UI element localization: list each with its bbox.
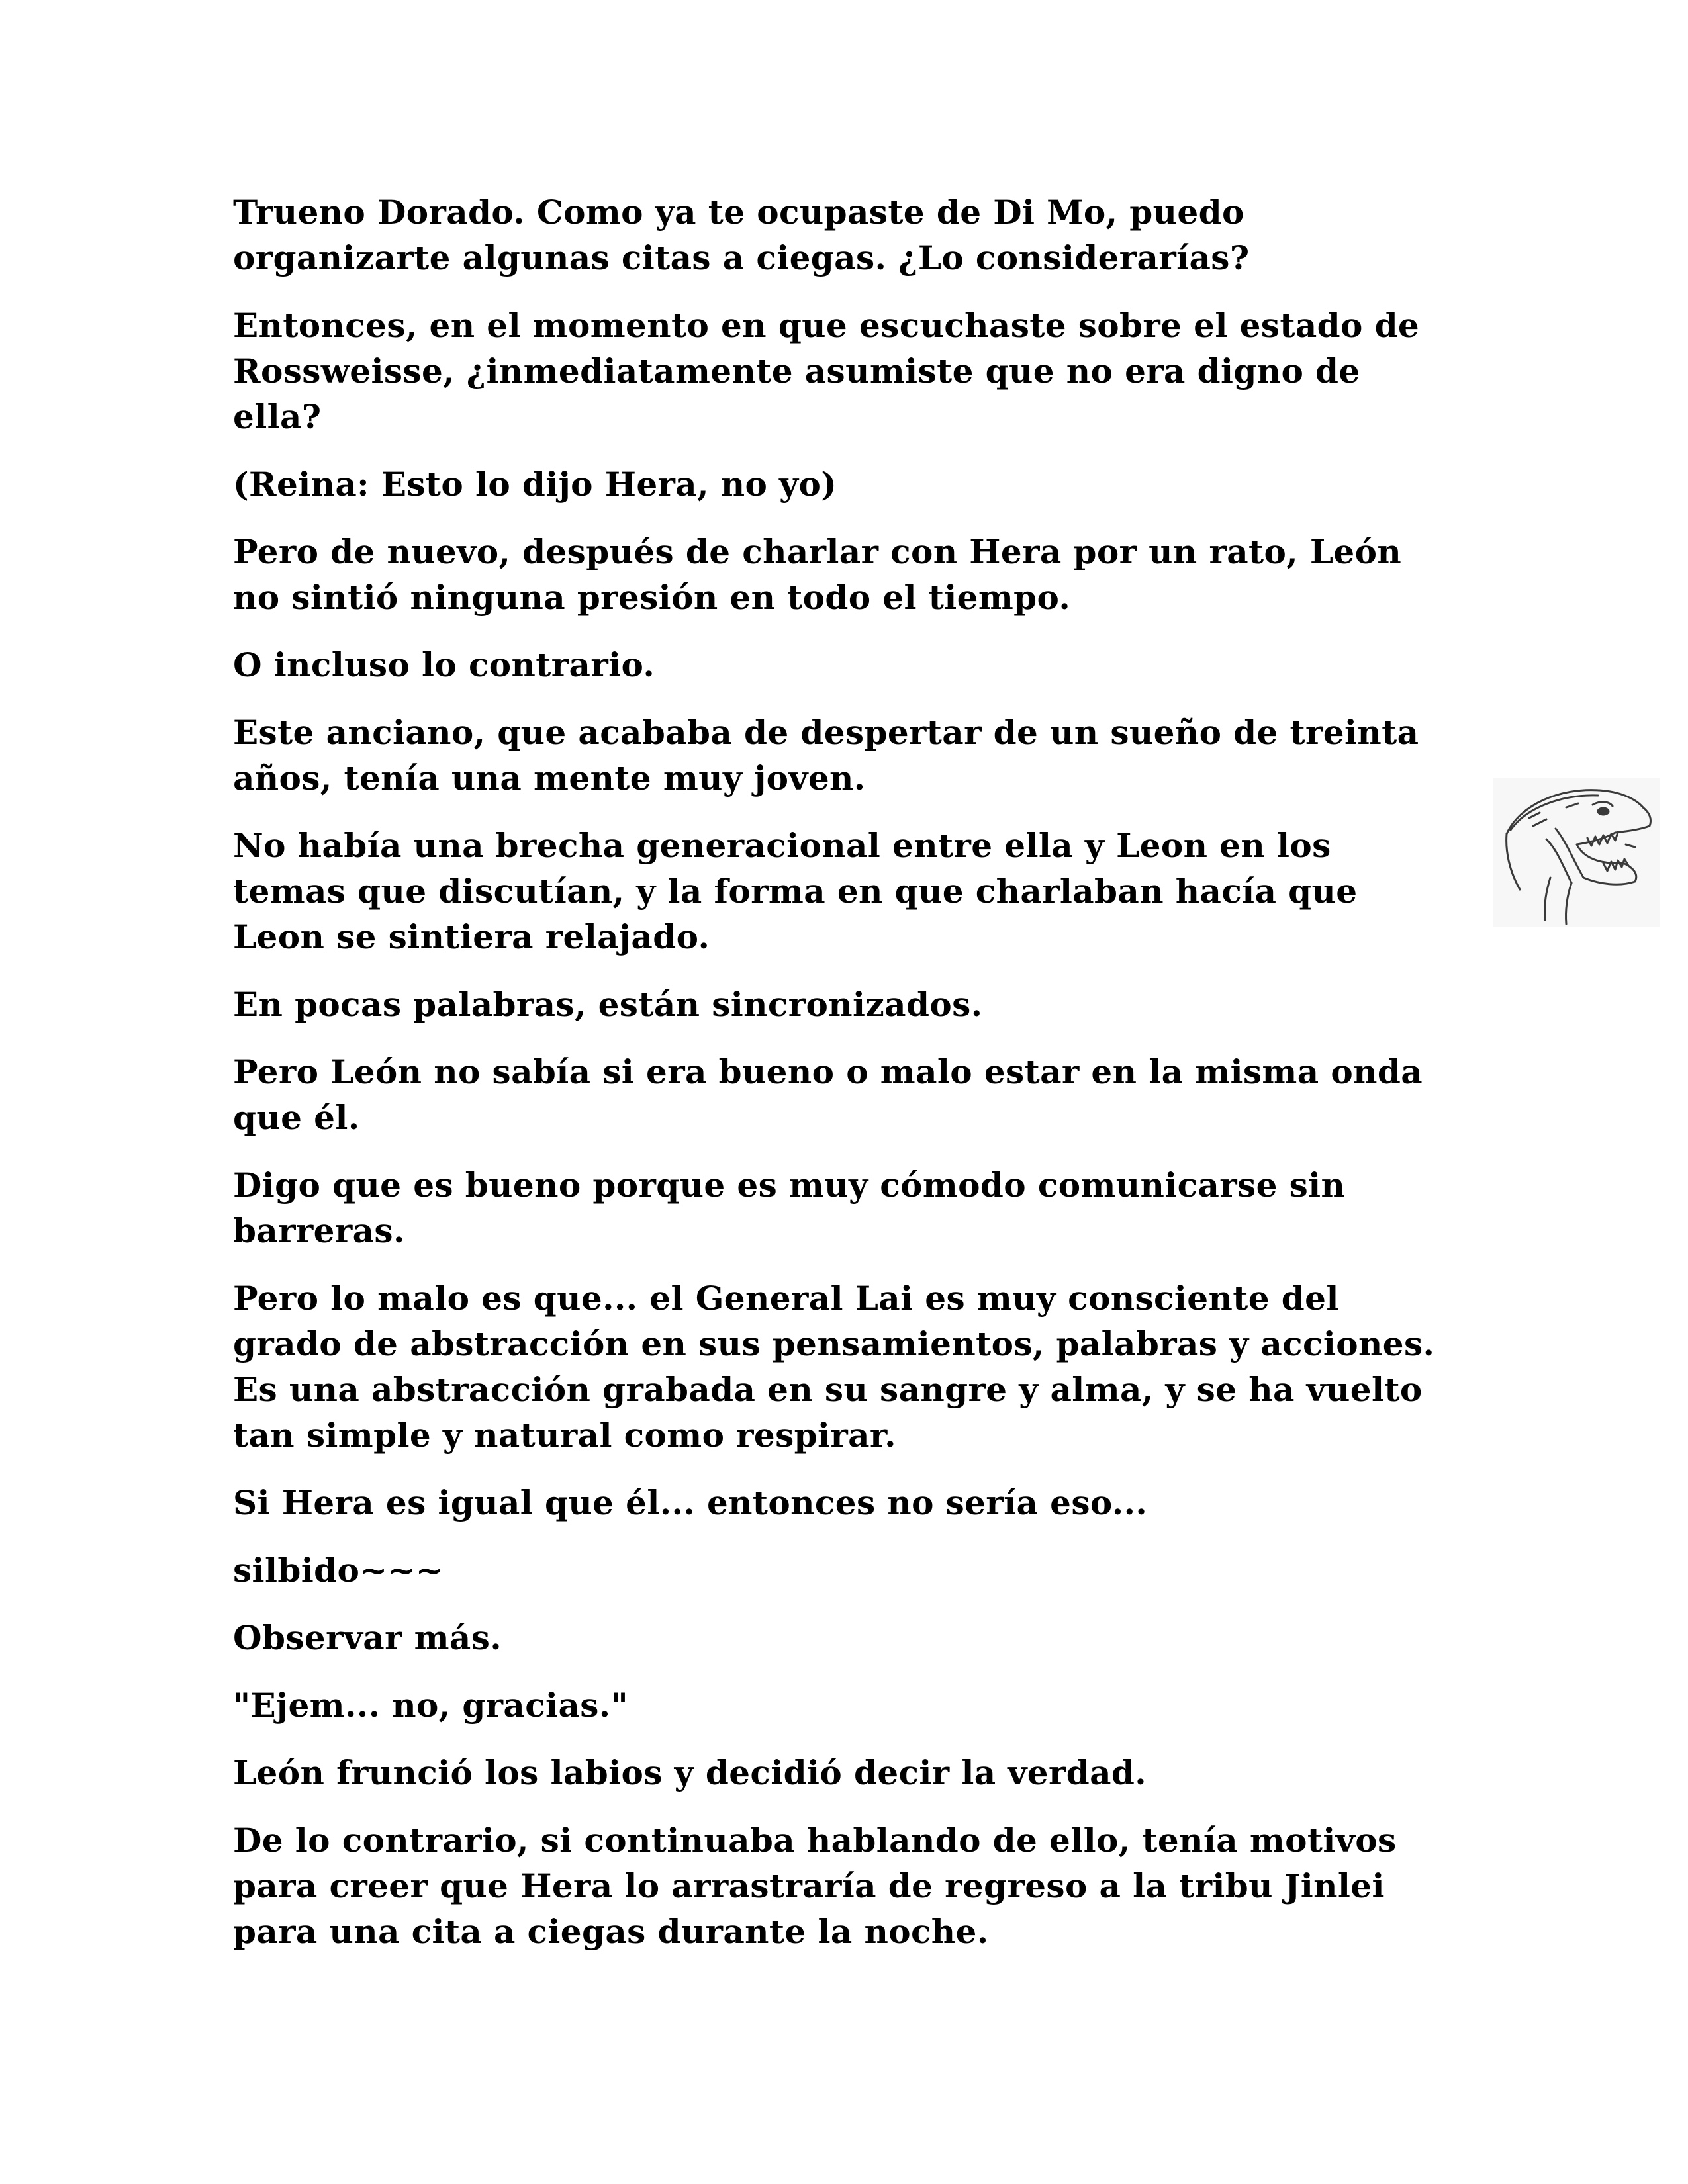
paragraph: O incluso lo contrario. — [233, 645, 655, 684]
paragraph: Trueno Dorado. Como ya te ocupaste de Di Mo, puedo organizarte algunas citas a ciegas. ¿Lo considerarías? — [233, 193, 1250, 277]
paragraph: Pero León no sabía si era bueno o malo estar en la misma onda que él. — [233, 1052, 1423, 1137]
paragraph: Entonces, en el momento en que escuchaste sobre el estado de Rossweisse, ¿inmediatamente asumiste que no era digno de ella? — [233, 306, 1420, 436]
paragraph: Observar más. — [233, 1618, 502, 1657]
paragraph: No había una brecha generacional entre ella y Leon en los temas que discutían, y la forma en que charlaban hacía que Leon se sintiera relajado. — [233, 826, 1358, 956]
paragraph: Este anciano, que acababa de despertar de un sueño de treinta años, tenía una mente muy joven. — [233, 713, 1419, 797]
paragraph: De lo contrario, si continuaba hablando de ello, tenía motivos para creer que Hera lo arrastraría de regreso a la tribu Jinlei para una cita a ciegas durante la noche. — [233, 1821, 1397, 1951]
paragraph: Si Hera es igual que él... entonces no sería eso... — [233, 1483, 1148, 1522]
paragraph: Pero lo malo es que... el General Lai es muy consciente del grado de abstracción en sus pensamientos, palabras y acciones. Es una abstracción grabada en su sangre y alma, y se ha vuelto tan simple y natural como respirar. — [233, 1279, 1435, 1455]
paragraph: León frunció los labios y decidió decir la verdad. — [233, 1753, 1147, 1792]
paragraph: (Reina: Esto lo dijo Hera, no yo) — [233, 465, 837, 504]
paragraph: Pero de nuevo, después de charlar con Hera por un rato, León no sintió ninguna presión en todo el tiempo. — [233, 532, 1402, 617]
paragraph: silbido~~~ — [233, 1551, 444, 1590]
paragraph: En pocas palabras, están sincronizados. — [233, 985, 983, 1024]
body-text — [233, 189, 1451, 1976]
paragraph: "Ejem... no, gracias." — [233, 1686, 629, 1725]
dinosaur-head-sketch-icon — [1493, 778, 1660, 927]
paragraph: Digo que es bueno porque es muy cómodo comunicarse sin barreras. — [233, 1165, 1346, 1250]
